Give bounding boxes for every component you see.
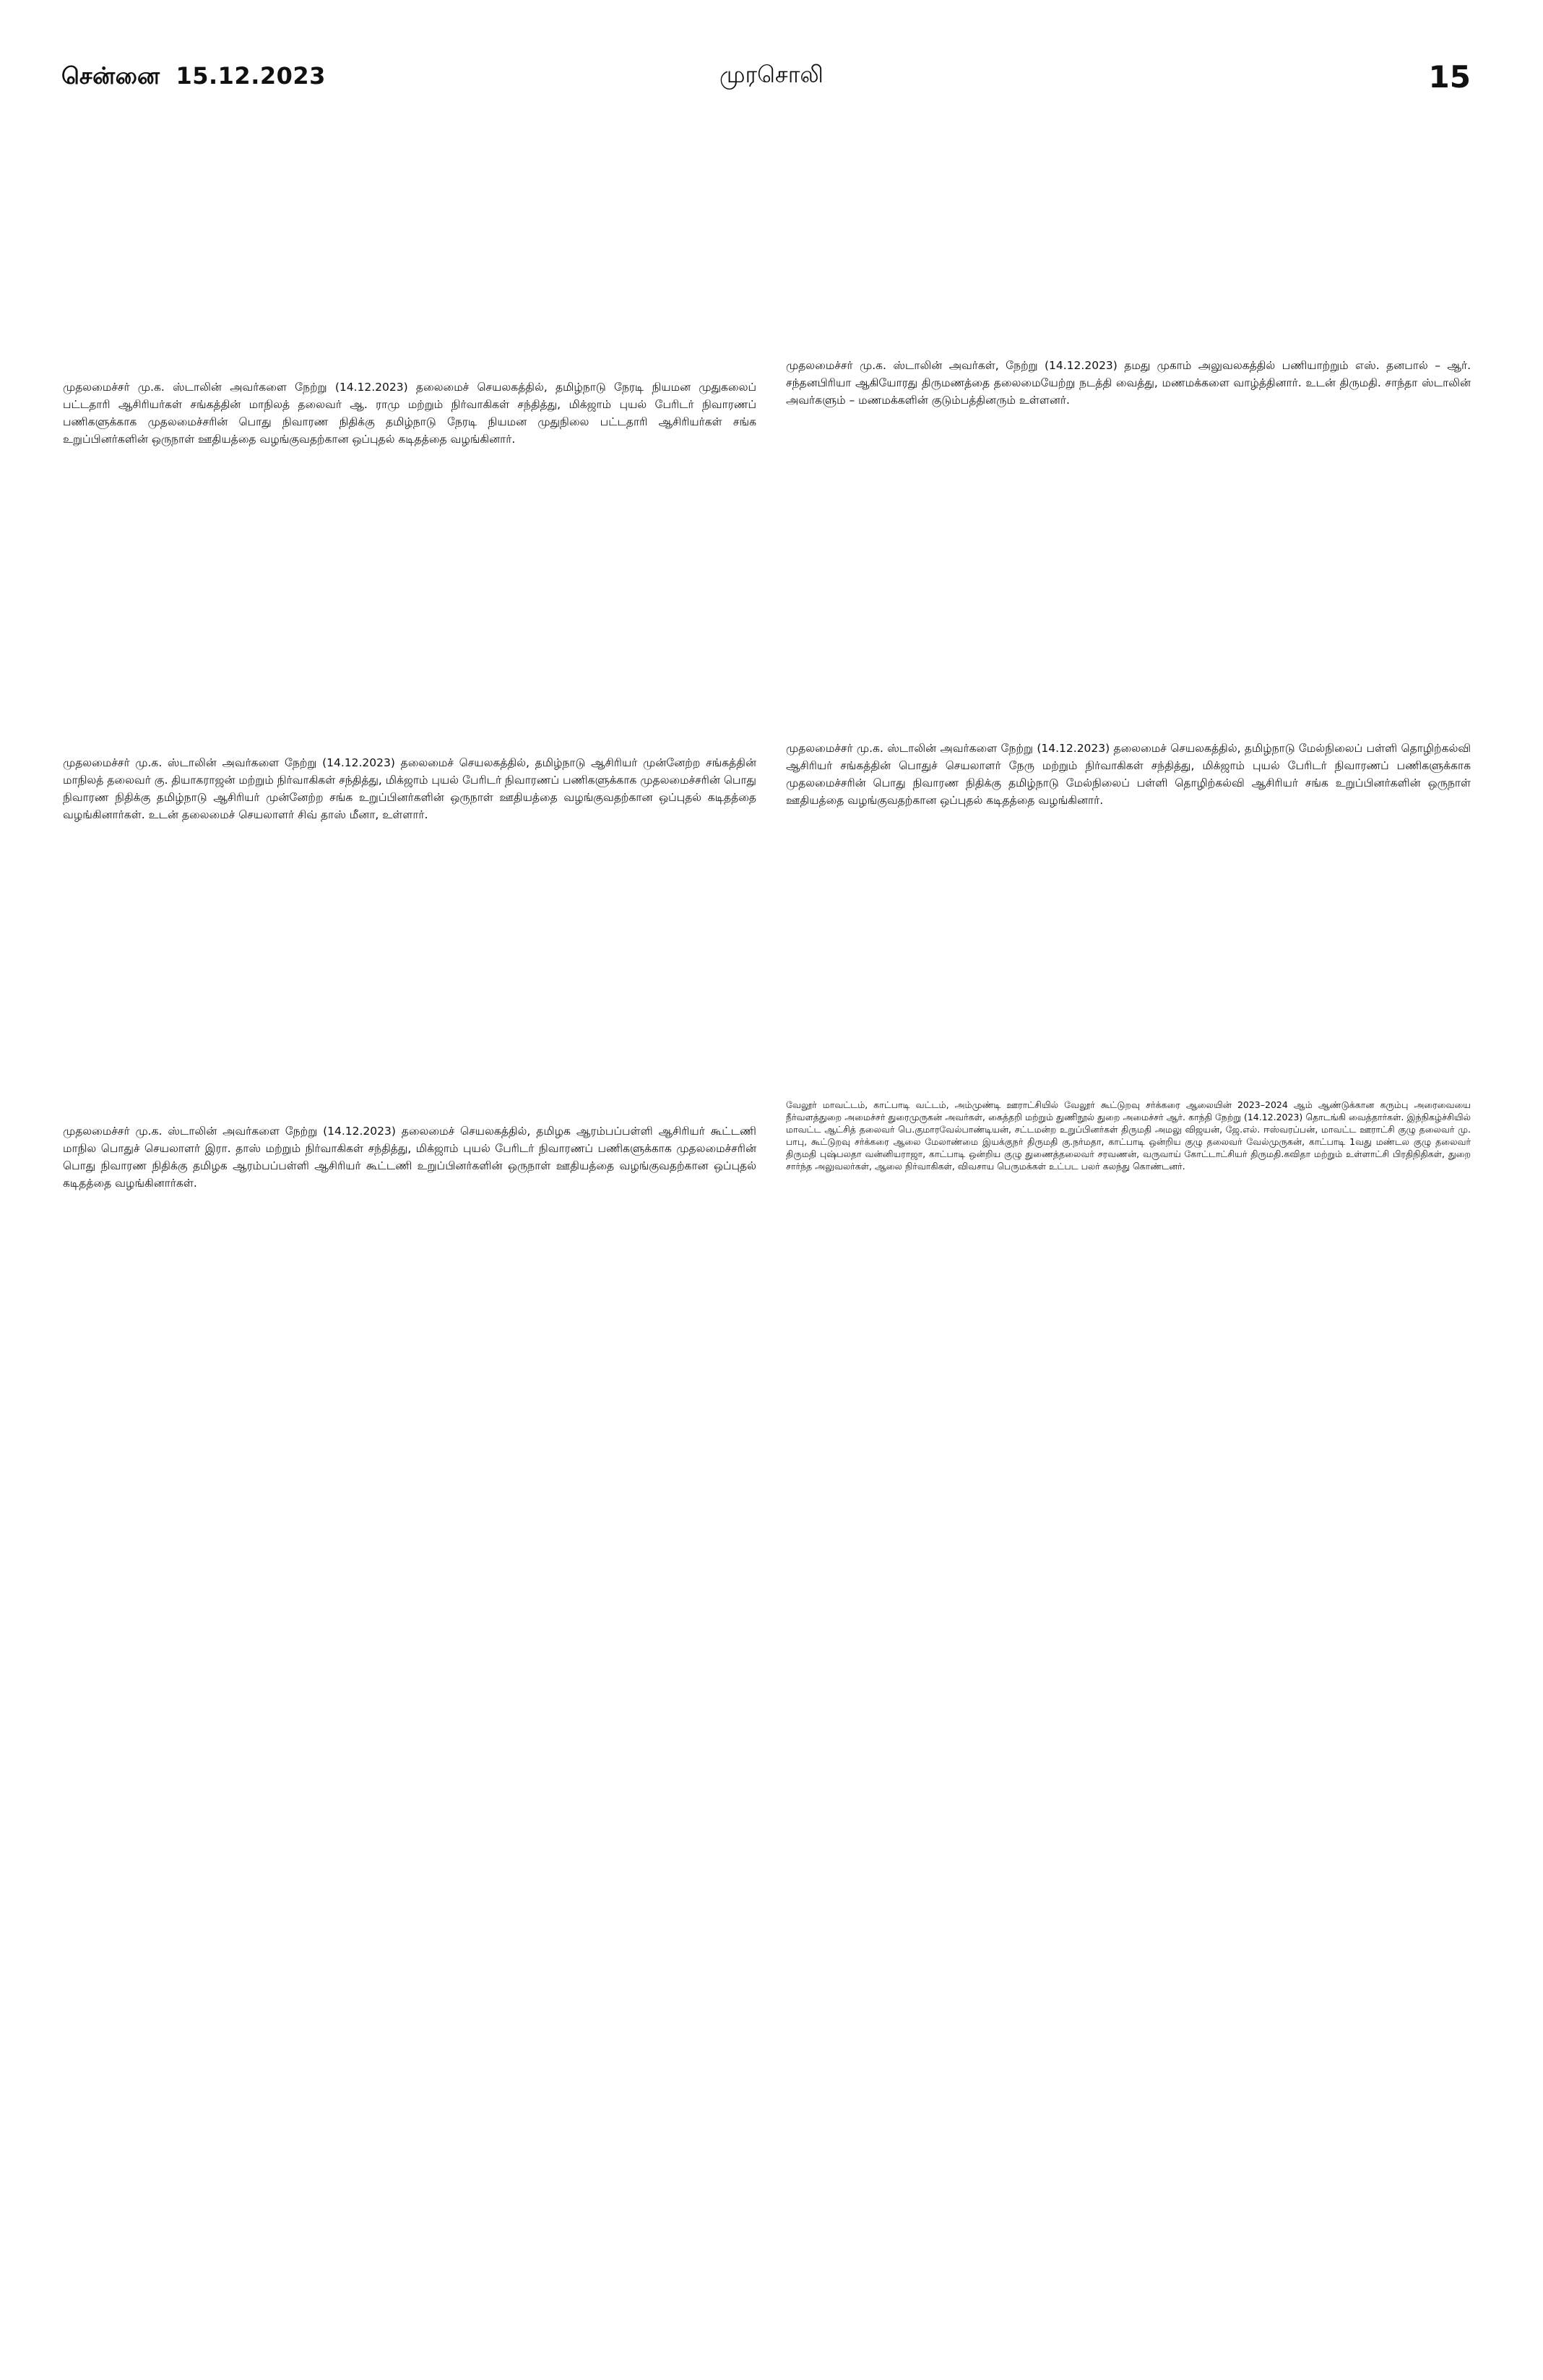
photo-placeholder-row-2-left [63,462,756,751]
photo-placeholder-row-3-right [786,816,1471,1094]
photo-caption-row-2-left: முதலமைச்சர் மு.க. ஸ்டாலின் அவர்களை நேற்று (14.12.2023) தலைமைச் செயலகத்தில், தமிழ்நாடு ஆசிரியர் முன்னேற்ற சங்கத்தின் மாநிலத் தலைவர் கு. தியாகராஜன் மற்றும் நிர்வாகிகள் சந்தித்து, மிக்ஜாம் புயல் பேரிடர் நிவாரணப் பணிகளுக்காக முதலமைச்சரின் பொது நிவாரண நிதிக்கு தமிழ்நாடு ஆசிரியர் முன்னேற்ற சங்க உறுப்பினர்களின் ஒருநாள் ஊதியத்தை வழங்குவதற்கான ஒப்புதல் கடிதத்தை வழங்கினார்கள். உடன் தலைமைச் செயலாளர் சிவ் தாஸ் மீனா, உள்ளார். [63,756,756,821]
photo-placeholder-row-2-right [786,433,1471,737]
photo-caption-row-1-left: முதலமைச்சர் மு.க. ஸ்டாலின் அவர்களை நேற்று (14.12.2023) தலைமைச் செயலகத்தில், தமிழ்நாடு நேரடி நியமன முதுகலைப் பட்டதாரி ஆசிரியர்கள் சங்கத்தின் மாநிலத் தலைவர் ஆ. ராமு மற்றும் நிர்வாகிகள் சந்தித்து, மிக்ஜாம் புயல் பேரிடர் நிவாரணப் பணிகளுக்காக முதலமைச்சரின் பொது நிவாரண நிதிக்கு தமிழ்நாடு நேரடி நியமன முதுநிலை பட்டதாரி ஆசிரியர்கள் சங்க உறுப்பினர்களின் ஒருநாள் ஊதியத்தை வழங்குவதற்கான ஒப்புதல் கடிதத்தை வழங்கினார். [63,381,756,446]
photo-placeholder-row-1-right [786,116,1471,354]
newspaper-name: முரசொலி [719,61,824,88]
photo-caption-row-2-right: முதலமைச்சர் மு.க. ஸ்டாலின் அவர்களை நேற்று (14.12.2023) தலைமைச் செயலகத்தில், தமிழ்நாடு மேல்நிலைப் பள்ளி தொழிற்கல்வி ஆசிரியர் சங்கத்தின் பொதுச் செயலாளர் நேரு மற்றும் நிர்வாகிகள் சந்தித்து, மிக்ஜாம் புயல் பேரிடர் நிவாரணப் பணிகளுக்காக முதலமைச்சரின் பொது நிவாரண நிதிக்கு தமிழ்நாடு மேல்நிலைப் பள்ளி தொழிற்கல்வி ஆசிரியர் சங்க உறுப்பினர்களின் ஒருநாள் ஊதியத்தை வழங்குவதற்கான ஒப்புதல் கடிதத்தை வழங்கினார். [786,742,1471,807]
photo-caption-row-3-left: முதலமைச்சர் மு.க. ஸ்டாலின் அவர்களை நேற்று (14.12.2023) தலைமைச் செயலகத்தில், தமிழக ஆரம்பப்பள்ளி ஆசிரியர் கூட்டணி மாநில பொதுச் செயலாளர் இரா. தாஸ் மற்றும் நிர்வாகிகள் சந்தித்து, மிக்ஜாம் புயல் பேரிடர் நிவாரணப் பணிகளுக்காக முதலமைச்சரின் பொது நிவாரண நிதிக்கு தமிழக ஆரம்பப்பள்ளி ஆசிரியர் கூட்டணி உறுப்பினர்களின் ஒருநாள் ஊதியத்தை வழங்குவதற்கான ஒப்புதல் கடிதத்தை வழங்கினார்கள். [63,1125,756,1190]
masthead [0,0,1543,108]
photo-caption-row-3-right: வேலூர் மாவட்டம், காட்பாடி வட்டம், அம்முண்டி ஊராட்சியில் வேலூர் கூட்டுறவு சர்க்கரை ஆலையின் 2023–2024 ஆம் ஆண்டுக்கான கரும்பு அரைவையை நீர்வளத்துறை அமைச்சர் துரைமுருகன் அவர்கள், கைத்தறி மற்றும் துணிநூல் துறை அமைச்சர் ஆர். காந்தி நேற்று (14.12.2023) தொடங்கி வைத்தார்கள். இந்நிகழ்ச்சியில் மாவட்ட ஆட்சித் தலைவர் பெ.குமாரவேல்பாண்டியன், சட்டமன்ற உறுப்பினர்கள் திருமதி அமலு விஜயன், ஜே.எல். ஈஸ்வரப்பன், மாவட்ட ஊராட்சி குழு தலைவர் மு. பாபு, கூட்டுறவு சர்க்கரை ஆலை மேலாண்மை இயக்குநர் திருமதி கு.நர்மதா, காட்பாடி ஒன்றிய குழு தலைவர் வேல்முருகன், காட்பாடி 1வது மண்டல குழு தலைவர் திருமதி புஷ்பலதா வன்னியராஜா, காட்பாடி ஒன்றிய குழு துணைத்தலைவர் சரவணன், வருவாய் கோட்டாட்சியர் திருமதி.கவிதா மற்றும் உள்ளாட்சி பிரதிநிதிகள், துறை சார்ந்த அலுவலர்கள், ஆலை நிர்வாகிகள், விவசாய பெருமக்கள் உட்பட பலர் கலந்து கொண்டனர். [786,1099,1471,1172]
dateline-date: 15.12.2023 [176,62,326,90]
dateline-city: சென்னை [61,62,160,90]
page-number: 15 [1428,59,1471,95]
photo-caption-row-1-right: முதலமைச்சர் மு.க. ஸ்டாலின் அவர்கள், நேற்று (14.12.2023) தமது முகாம் அலுவலகத்தில் பணியாற்றும் எஸ். தனபால் – ஆர். சந்தனபிரியா ஆகியோரது திருமணத்தை தலைமையேற்று நடத்தி வைத்து, மணமக்களை வாழ்த்தினார். உடன் திருமதி. சாந்தா ஸ்டாலின் அவர்களும் – மணமக்களின் குடும்பத்தினரும் உள்ளனர். [786,359,1471,407]
photo-placeholder-row-1-left [63,116,756,376]
photo-placeholder-row-3-left [63,838,756,1120]
